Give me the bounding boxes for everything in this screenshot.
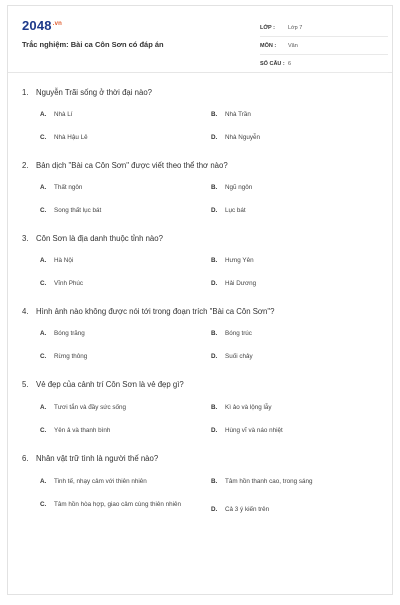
quiz-page (7, 5, 393, 595)
option-letter: C. (40, 501, 47, 508)
option-letter: A. (40, 404, 47, 411)
question-text: Nguyễn Trãi sống ở thời đại nào? (36, 88, 152, 97)
option-text: Hải Dương (225, 280, 257, 287)
option-text: Thất ngôn (54, 184, 83, 191)
option-1a[interactable] (40, 110, 204, 119)
option-5b[interactable] (211, 403, 375, 412)
option-text: Bóng trăng (54, 330, 85, 337)
option-letter: D. (211, 207, 218, 214)
option-text: Nhà Trần (225, 111, 251, 118)
option-text: Nhà Hậu Lê (54, 134, 88, 141)
question-text: Bản dịch "Bài ca Côn Sơn" được viết theo thể thơ nào? (36, 161, 228, 170)
option-1c[interactable] (40, 133, 204, 142)
option-text: Tâm hồn thanh cao, trong sáng (225, 478, 313, 485)
option-2c[interactable] (40, 206, 204, 215)
option-letter: A. (40, 184, 47, 191)
option-letter: D. (211, 134, 218, 141)
option-letter: B. (211, 404, 218, 411)
option-text: Tinh tế, nhạy cảm với thiên nhiên (54, 478, 147, 485)
option-text: Nhà Lí (54, 111, 73, 118)
question-1 (22, 88, 152, 97)
meta-label: LỚP : (260, 24, 275, 31)
option-letter: A. (40, 111, 47, 118)
option-text: Tâm hồn hòa hợp, giao cảm cùng thiên nhiên (54, 501, 182, 508)
meta-label: MÔN : (260, 42, 277, 49)
option-text: Nhà Nguyễn (225, 134, 261, 141)
option-letter: B. (211, 257, 218, 264)
question-6 (22, 454, 159, 463)
option-text: Hà Nội (54, 257, 74, 264)
option-letter: C. (40, 427, 47, 434)
option-letter: C. (40, 353, 47, 360)
option-5a[interactable] (40, 403, 204, 412)
question-text: Hình ảnh nào không được nói tới trong đoạn trích "Bài ca Côn Sơn"? (36, 307, 275, 316)
option-6d[interactable] (211, 505, 375, 514)
question-text: Côn Sơn là địa danh thuộc tỉnh nào? (36, 234, 163, 243)
meta-label: SỐ CÂU : (260, 60, 285, 67)
question-text: Nhân vật trữ tình là người thế nào? (36, 454, 159, 463)
option-letter: B. (211, 330, 218, 337)
option-text: Rừng thông (54, 353, 88, 360)
option-letter: D. (211, 506, 218, 513)
option-text: Ngũ ngôn (225, 184, 253, 191)
question-number: 6. (22, 454, 29, 463)
option-1d[interactable] (211, 133, 375, 142)
option-letter: C. (40, 134, 47, 141)
quiz-meta (260, 19, 388, 73)
option-6a[interactable] (40, 477, 204, 486)
quiz-title: Trắc nghiệm: Bài ca Côn Sơn có đáp án (22, 40, 164, 49)
option-text: Hùng vĩ và náo nhiệt (225, 427, 283, 434)
question-5 (22, 380, 184, 389)
option-5c[interactable] (40, 426, 204, 435)
meta-row-count (260, 55, 388, 73)
site-logo[interactable] (22, 18, 62, 33)
option-6b[interactable] (211, 477, 375, 486)
meta-row-subject (260, 37, 388, 55)
meta-value: Lớp 7 (288, 24, 303, 31)
meta-row-class (260, 19, 388, 37)
option-letter: C. (40, 280, 47, 287)
question-number: 4. (22, 307, 29, 316)
option-text: Hưng Yên (225, 257, 254, 264)
option-4c[interactable] (40, 352, 204, 361)
option-letter: D. (211, 280, 218, 287)
option-1b[interactable] (211, 110, 375, 119)
option-letter: A. (40, 330, 47, 337)
option-text: Lục bát (225, 207, 246, 214)
option-6c[interactable] (40, 500, 182, 509)
logo-text: 2048 (22, 18, 52, 33)
question-2 (22, 161, 228, 170)
option-4b[interactable] (211, 329, 375, 338)
option-text: Cả 3 ý kiến trên (225, 506, 270, 513)
option-2a[interactable] (40, 183, 204, 192)
question-number: 1. (22, 88, 29, 97)
option-3b[interactable] (211, 256, 375, 265)
meta-value: Văn (288, 42, 298, 49)
logo-suffix: .vn (52, 20, 63, 27)
option-5d[interactable] (211, 426, 375, 435)
question-4 (22, 307, 275, 316)
option-letter: B. (211, 478, 218, 485)
option-text: Suối chảy (225, 353, 253, 360)
meta-value: 6 (288, 60, 292, 67)
option-letter: C. (40, 207, 47, 214)
option-text: Yên ả và thanh bình (54, 427, 111, 434)
option-text: Vĩnh Phúc (54, 280, 84, 287)
option-3d[interactable] (211, 279, 375, 288)
question-text: Vẻ đẹp của cảnh trí Côn Sơn là vẻ đẹp gì? (36, 380, 184, 389)
option-2d[interactable] (211, 206, 375, 215)
option-text: Kì ảo và lộng lẫy (225, 404, 272, 411)
option-letter: A. (40, 478, 47, 485)
question-number: 5. (22, 380, 29, 389)
option-letter: A. (40, 257, 47, 264)
option-text: Bóng trúc (225, 330, 252, 337)
option-letter: D. (211, 353, 218, 360)
option-3c[interactable] (40, 279, 204, 288)
question-number: 3. (22, 234, 29, 243)
option-2b[interactable] (211, 183, 375, 192)
option-text: Song thất lục bát (54, 207, 102, 214)
question-number: 2. (22, 161, 29, 170)
option-3a[interactable] (40, 256, 204, 265)
page-header (8, 6, 392, 73)
option-4a[interactable] (40, 329, 204, 338)
question-3 (22, 234, 163, 243)
option-4d[interactable] (211, 352, 375, 361)
option-text: Tươi tắn và đầy sức sống (54, 404, 127, 411)
option-letter: D. (211, 427, 218, 434)
option-letter: B. (211, 184, 218, 191)
option-letter: B. (211, 111, 218, 118)
